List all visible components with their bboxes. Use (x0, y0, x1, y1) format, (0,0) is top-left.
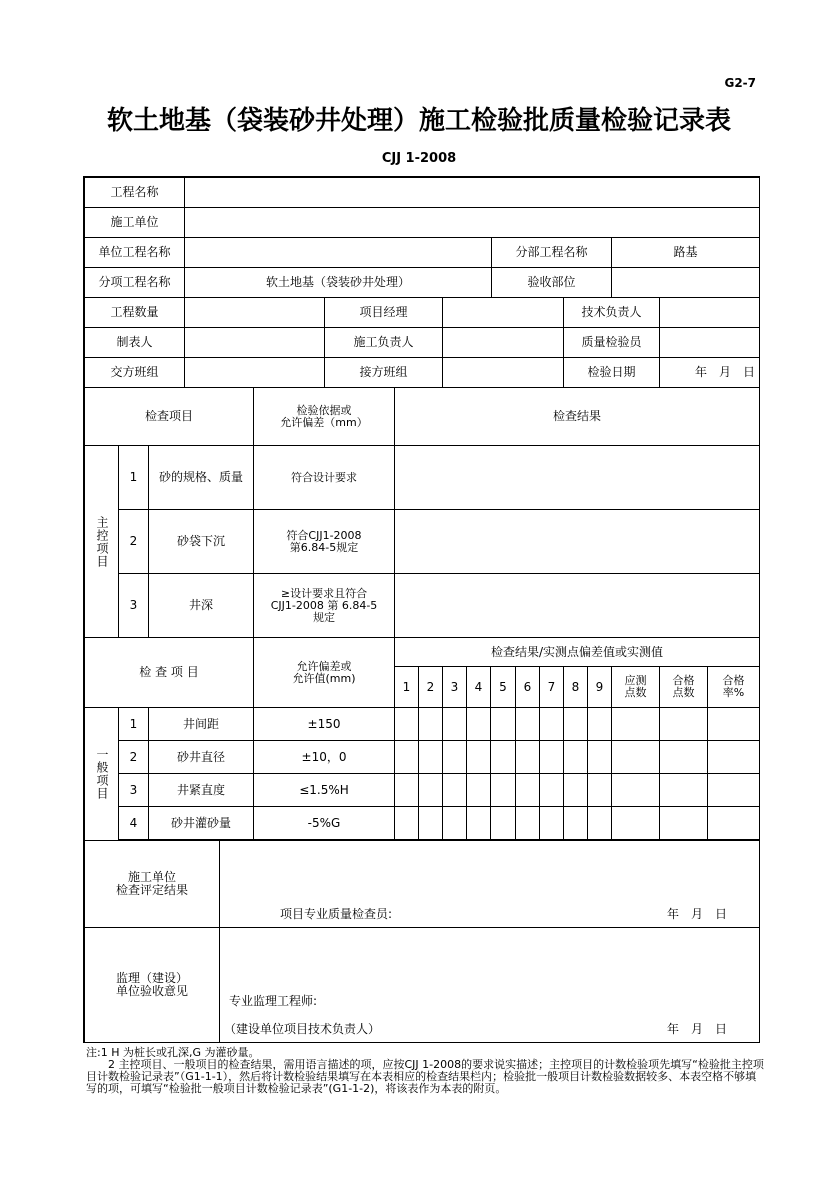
point-value-cell[interactable] (394, 806, 419, 840)
eval-date: 年 月 日 (667, 907, 728, 921)
main-row-number: 2 (118, 509, 149, 574)
label-unit-project: 单位工程名称 (84, 237, 185, 268)
should-measure-cell[interactable] (611, 806, 660, 840)
point-value-cell[interactable] (442, 806, 467, 840)
main-row-basis: 符合设计要求 (253, 445, 395, 510)
point-value-cell[interactable] (394, 773, 419, 807)
point-value-cell[interactable] (587, 707, 612, 741)
pass-count-cell[interactable] (659, 740, 708, 774)
point-value-cell[interactable] (563, 806, 588, 840)
main-row-item: 砂的规格、质量 (148, 445, 254, 510)
main-row-result-field[interactable] (394, 509, 760, 574)
label-inspection-date: 检验日期 (563, 357, 660, 388)
point-value-cell[interactable] (490, 773, 516, 807)
main-col-result: 检查结果 (394, 387, 760, 446)
label-tabulator: 制表人 (84, 327, 185, 358)
point-value-cell[interactable] (442, 773, 467, 807)
general-row-item: 砂井灌砂量 (148, 806, 254, 840)
point-value-cell[interactable] (466, 773, 491, 807)
general-col-rate: 合格 率% (707, 666, 760, 708)
main-col-basis: 检验依据或 允许偏差（mm） (253, 387, 395, 446)
main-row-result-field[interactable] (394, 573, 760, 638)
label-construction-unit: 施工单位 (84, 207, 185, 238)
supervision-date: 年 月 日 (667, 1022, 728, 1036)
supervision-engineer-label: 专业监理工程师: (229, 994, 318, 1008)
general-row-item: 砂井直径 (148, 740, 254, 774)
division-field[interactable]: 路基 (611, 237, 760, 268)
handover-team-field[interactable] (184, 357, 325, 388)
label-handover-team: 交方班组 (84, 357, 185, 388)
general-row-number: 3 (118, 773, 149, 807)
should-measure-cell[interactable] (611, 707, 660, 741)
point-value-cell[interactable] (466, 740, 491, 774)
form-code: G2-7 (724, 76, 756, 90)
quantity-field[interactable] (184, 297, 325, 328)
point-value-cell[interactable] (490, 707, 516, 741)
standard-code: CJJ 1-2008 (381, 151, 457, 166)
general-col-should: 应测 点数 (611, 666, 660, 708)
label-construction-lead: 施工负责人 (324, 327, 443, 358)
point-value-cell[interactable] (515, 773, 540, 807)
point-value-cell[interactable] (515, 740, 540, 774)
pass-count-cell[interactable] (659, 806, 708, 840)
general-items-label: 一般项目 (84, 707, 119, 841)
general-row-item: 井间距 (148, 707, 254, 741)
owner-tech-lead-label: （建设单位项目技术负责人） (224, 1022, 381, 1036)
label-receiving-team: 接方班组 (324, 357, 443, 388)
point-value-cell[interactable] (418, 740, 443, 774)
label-division: 分部工程名称 (491, 237, 612, 268)
receiving-team-field[interactable] (442, 357, 564, 388)
point-header: 1 (394, 666, 419, 708)
label-quantity: 工程数量 (84, 297, 185, 328)
general-row-item: 井紧直度 (148, 773, 254, 807)
main-control-label: 主控项目 (84, 445, 119, 638)
point-header: 3 (442, 666, 467, 708)
acceptance-part-field[interactable] (611, 267, 760, 298)
notes (86, 1047, 766, 1095)
label-pm: 项目经理 (324, 297, 443, 328)
pass-count-cell[interactable] (659, 773, 708, 807)
pass-rate-cell[interactable] (707, 773, 760, 807)
point-value-cell[interactable] (490, 740, 516, 774)
point-value-cell[interactable] (539, 773, 564, 807)
point-value-cell[interactable] (587, 773, 612, 807)
point-value-cell[interactable] (563, 740, 588, 774)
point-value-cell[interactable] (539, 806, 564, 840)
point-header: 7 (539, 666, 564, 708)
inspector-field[interactable] (659, 327, 760, 358)
should-measure-cell[interactable] (611, 773, 660, 807)
pm-field[interactable] (442, 297, 564, 328)
main-row-number: 3 (118, 573, 149, 638)
point-value-cell[interactable] (563, 707, 588, 741)
point-value-cell[interactable] (442, 707, 467, 741)
label-inspector: 质量检验员 (563, 327, 660, 358)
pass-count-cell[interactable] (659, 707, 708, 741)
point-value-cell[interactable] (587, 740, 612, 774)
point-header: 2 (418, 666, 443, 708)
label-acceptance-part: 验收部位 (491, 267, 612, 298)
point-value-cell[interactable] (587, 806, 612, 840)
pass-rate-cell[interactable] (707, 740, 760, 774)
subitem-field[interactable]: 软土地基（袋装砂井处理） (184, 267, 492, 298)
label-subitem: 分项工程名称 (84, 267, 185, 298)
point-header: 8 (563, 666, 588, 708)
general-col-tolerance: 允许偏差或 允许值(mm) (253, 637, 395, 708)
label-tech-lead: 技术负责人 (563, 297, 660, 328)
point-value-cell[interactable] (539, 707, 564, 741)
note-1: 注:1 H 为桩长或孔深,G 为灌砂量。 (86, 1046, 260, 1059)
point-value-cell[interactable] (515, 806, 540, 840)
inspection-date-field[interactable]: 年 月 日 (659, 357, 760, 388)
general-row-tolerance: ±10，0 (253, 740, 395, 774)
general-col-item: 检 查 项 目 (84, 637, 254, 708)
note-2: 2 主控项目、一般项目的检查结果，需用语言描述的项，应按CJJ 1-2008的要求说实描述；主控项目的计数检验项先填写“检验批主控项目计数检验记录表”（G1-1-1），然后将计数检验结果填写在本表相应的检查结果栏内；检验批一般项目计数检验数据较多、本表空格不够填写的项，可填写“检验批一般项目计数检验记录表”(G1-1-2)，将该表作为本表的附页。 (86, 1058, 764, 1095)
point-value-cell[interactable] (515, 707, 540, 741)
point-value-cell[interactable] (394, 707, 419, 741)
point-value-cell[interactable] (418, 773, 443, 807)
general-row-tolerance: ±150 (253, 707, 395, 741)
pass-rate-cell[interactable] (707, 806, 760, 840)
general-row-number: 2 (118, 740, 149, 774)
label-project-name: 工程名称 (84, 177, 185, 208)
point-value-cell[interactable] (466, 806, 491, 840)
main-row-number: 1 (118, 445, 149, 510)
tabulator-field[interactable] (184, 327, 325, 358)
point-value-cell[interactable] (539, 740, 564, 774)
point-value-cell[interactable] (442, 740, 467, 774)
main-row-item: 砂袋下沉 (148, 509, 254, 574)
point-value-cell[interactable] (418, 707, 443, 741)
project-name-field[interactable] (184, 177, 760, 208)
main-row-basis: ≥设计要求且符合 CJJ1-2008 第 6.84-5 规定 (253, 573, 395, 638)
point-header: 6 (515, 666, 540, 708)
tech-lead-field[interactable] (659, 297, 760, 328)
point-value-cell[interactable] (466, 707, 491, 741)
general-row-tolerance: -5%G (253, 806, 395, 840)
general-row-tolerance: ≤1.5%H (253, 773, 395, 807)
general-row-number: 1 (118, 707, 149, 741)
page-title: 软土地基（袋装砂井处理）施工检验批质量检验记录表 (106, 106, 731, 136)
point-header: 4 (466, 666, 491, 708)
supervision-label: 监理（建设） 单位验收意见 (84, 927, 220, 1043)
point-value-cell[interactable] (490, 806, 516, 840)
should-measure-cell[interactable] (611, 740, 660, 774)
point-header: 5 (490, 666, 516, 708)
unit-project-field[interactable] (184, 237, 492, 268)
point-header: 9 (587, 666, 612, 708)
general-row-number: 4 (118, 806, 149, 840)
general-col-result: 检查结果/实测点偏差值或实测值 (394, 637, 760, 667)
main-row-result-field[interactable] (394, 445, 760, 510)
construction-eval-label: 施工单位 检查评定结果 (84, 840, 220, 928)
construction-unit-field[interactable] (184, 207, 760, 238)
point-value-cell[interactable] (394, 740, 419, 774)
pass-rate-cell[interactable] (707, 707, 760, 741)
quality-inspector-label: 项目专业质量检查员: (280, 907, 393, 921)
point-value-cell[interactable] (418, 806, 443, 840)
general-col-pass: 合格 点数 (659, 666, 708, 708)
construction-lead-field[interactable] (442, 327, 564, 358)
main-row-basis: 符合CJJ1-2008 第6.84-5规定 (253, 509, 395, 574)
point-value-cell[interactable] (563, 773, 588, 807)
main-col-item: 检查项目 (84, 387, 254, 446)
main-row-item: 井深 (148, 573, 254, 638)
